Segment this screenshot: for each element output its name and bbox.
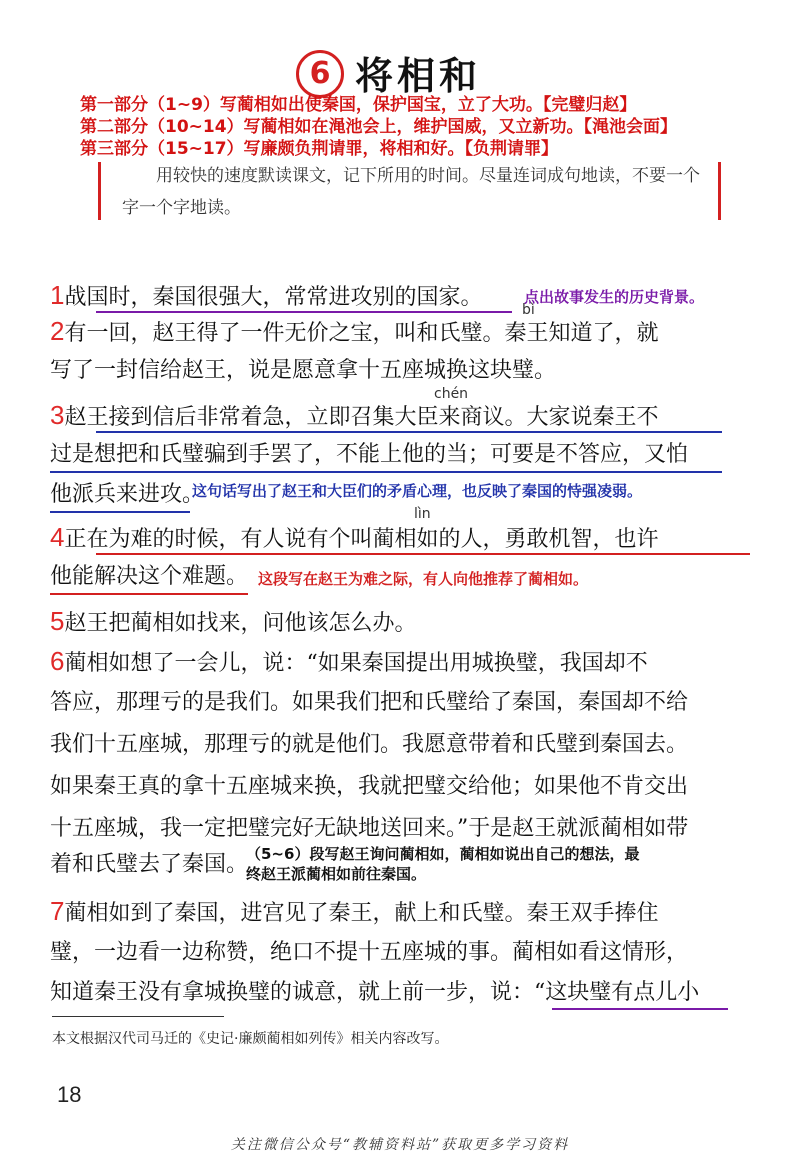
paragraph-3-line-3: 他派兵来进攻。 (50, 482, 205, 507)
paragraph-4-line-1 (50, 522, 658, 555)
paragraph-6-line-2: 答应，那理亏的是我们。如果我们把和氏璧给了秦国，秦国却不给 (50, 690, 689, 715)
paragraph-6-line-4: 如果秦王真的拿十五座城来换，我就把璧交给他；如果他不肯交出 (50, 774, 689, 799)
footnote: 本文根据汉代司马迁的《史记·廉颇蔺相如列传》相关内容改写。 (52, 1031, 449, 1047)
paragraph-number: 6 (50, 646, 65, 676)
annotation-p1: 点出故事发生的历史背景。 (524, 288, 705, 306)
summary-part-2: 第二部分（10~14）写蔺相如在渑池会上，维护国威，又立新功。【渑池会面】 (80, 117, 678, 137)
paragraph-number: 1 (50, 280, 65, 310)
paragraph-6-line-3: 我们十五座城，那理亏的就是他们。我愿意带着和氏璧到秦国去。 (50, 732, 689, 757)
summary-part-3: 第三部分（15~17）写廉颇负荆请罪，将相和好。【负荆请罪】 (80, 139, 559, 159)
intro-box-left-bar (98, 162, 101, 220)
paragraph-text: 有一回，赵王得了一件无价之宝，叫和氏璧。秦王知道了，就 (64, 321, 659, 346)
paragraph-number: 3 (50, 400, 65, 430)
underline-blue (96, 431, 722, 433)
underline-purple (552, 1008, 728, 1010)
underline-blue (50, 511, 190, 513)
paragraph-text: 赵王接到信后非常着急，立即召集大臣来商议。大家说秦王不 (64, 405, 659, 430)
paragraph-number: 4 (50, 522, 65, 552)
paragraph-2-line-2: 写了一封信给赵王，说是愿意拿十五座城换这块璧。 (50, 358, 557, 383)
paragraph-6-line-5: 十五座城，我一定把璧完好无缺地送回来。”于是赵王就派蔺相如带 (50, 816, 689, 841)
pinyin-chen: chén (434, 386, 469, 402)
paragraph-7-line-1 (50, 896, 658, 929)
paragraph-number: 2 (50, 316, 65, 346)
underline-red (96, 553, 750, 555)
annotation-p3: 这句话写出了赵王和大臣们的矛盾心理，也反映了秦国的恃强凌弱。 (192, 482, 643, 500)
lesson-number-badge: 6 (296, 50, 344, 98)
paragraph-4-line-2: 他能解决这个难题。 (50, 564, 249, 589)
paragraph-3-line-1 (50, 400, 658, 433)
paragraph-text: 正在为难的时候，有人说有个叫蔺相如的人，勇敢机智，也许 (64, 527, 659, 552)
underline-red (50, 593, 248, 595)
footnote-divider (52, 1016, 224, 1017)
summary-part-1: 第一部分（1~9）写蔺相如出使秦国，保护国宝，立了大功。【完璧归赵】 (80, 95, 637, 115)
paragraph-number: 7 (50, 896, 65, 926)
watermark-text: 关注微信公众号“教辅资料站”获取更多学习资料 (230, 1137, 570, 1153)
paragraph-7-line-3: 知道秦王没有拿城换璧的诚意，就上前一步，说：“这块璧有点儿小 (50, 980, 700, 1005)
pinyin-lin: lìn (414, 506, 431, 522)
reading-instruction: 用较快的速度默读课文，记下所用的时间。尽量连词成句地读，不要一个字一个字地读。 (122, 166, 700, 218)
paragraph-6-line-1 (50, 646, 648, 679)
paragraph-5-line-1 (50, 606, 416, 639)
paragraph-6-line-6: 着和氏璧去了秦国。 (50, 852, 249, 877)
intro-box-right-bar (718, 162, 721, 220)
page-number: 18 (57, 1082, 82, 1107)
paragraph-text: 蔺相如想了一会儿，说：“如果秦国提出用城换璧，我国却不 (64, 651, 648, 676)
paragraph-1-line-1 (50, 280, 482, 313)
lesson-title: 将相和 (355, 54, 482, 98)
pinyin-bi: bì (522, 302, 535, 318)
paragraph-7-line-2: 璧，一边看一边称赞，绝口不提十五座城的事。蔺相如看这情形， (50, 940, 689, 965)
paragraph-text: 赵王把蔺相如找来，问他该怎么办。 (64, 611, 417, 636)
paragraph-text: 蔺相如到了秦国，进宫见了秦王，献上和氏璧。秦王双手捧住 (64, 901, 659, 926)
paragraph-2-line-1 (50, 316, 658, 349)
underline-blue (50, 471, 722, 473)
annotation-p5-6-line-2: 终赵王派蔺相如前往秦国。 (246, 865, 427, 883)
underline-purple (96, 311, 512, 313)
paragraph-text: 战国时，秦国很强大，常常进攻别的国家。 (64, 285, 483, 310)
annotation-p4: 这段写在赵王为难之际，有人向他推荐了蔺相如。 (258, 570, 589, 588)
paragraph-3-line-2: 过是想把和氏璧骗到手罢了，不能上他的当；可要是不答应，又怕 (50, 442, 689, 467)
annotation-p5-6-line-1: （5~6）段写赵王询问蔺相如，蔺相如说出自己的想法，最 (246, 845, 640, 863)
paragraph-number: 5 (50, 606, 65, 636)
